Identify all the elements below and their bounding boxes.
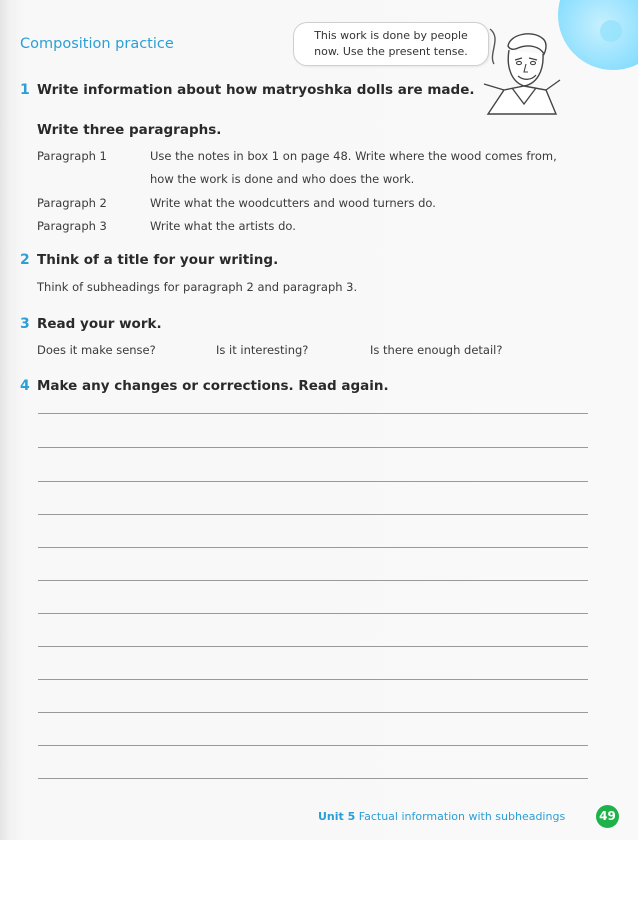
writing-line xyxy=(38,778,588,779)
section-title: Composition practice xyxy=(20,36,174,52)
task-3-number: 3 xyxy=(20,316,30,332)
paragraph-1-text-line-1: Use the notes in box 1 on page 48. Write where the wood comes from, xyxy=(150,149,557,163)
task-3-question-2: Is it interesting? xyxy=(216,343,309,357)
footer-unit-title: Factual information with subheadings xyxy=(358,810,566,823)
task-1-subheading: Write three paragraphs. xyxy=(37,122,222,138)
task-2-heading: Think of a title for your writing. xyxy=(37,252,279,268)
writing-line xyxy=(38,646,588,647)
writing-line xyxy=(38,481,588,482)
task-3-question-1: Does it make sense? xyxy=(37,343,156,357)
paragraph-1-text-line-2: how the work is done and who does the work. xyxy=(150,172,415,186)
writing-line xyxy=(38,613,588,614)
writing-line xyxy=(38,514,588,515)
decorative-dot xyxy=(600,20,622,42)
writing-line xyxy=(38,712,588,713)
writing-line xyxy=(38,413,588,414)
paragraph-3-text: Write what the artists do. xyxy=(150,219,296,233)
paragraph-1-label: Paragraph 1 xyxy=(37,149,107,163)
paragraph-2-label: Paragraph 2 xyxy=(37,196,107,210)
writing-line xyxy=(38,547,588,548)
speech-bubble xyxy=(293,22,489,66)
task-1-heading: Write information about how matryoshka dolls are made. xyxy=(37,82,475,98)
writing-line xyxy=(38,679,588,680)
speech-bubble-line-2: now. Use the present tense. xyxy=(314,45,468,58)
task-2-number: 2 xyxy=(20,252,30,268)
speech-bubble-line-1: This work is done by people xyxy=(314,29,468,42)
writing-line xyxy=(38,580,588,581)
page-number-badge: 49 xyxy=(596,805,619,828)
paragraph-3-label: Paragraph 3 xyxy=(37,219,107,233)
footer-unit-number: Unit 5 xyxy=(318,810,356,823)
decorative-corner-shape xyxy=(558,0,638,70)
writing-line xyxy=(38,447,588,448)
cartoon-character-icon xyxy=(482,24,562,120)
task-4-number: 4 xyxy=(20,378,30,394)
writing-line xyxy=(38,745,588,746)
task-1-number: 1 xyxy=(20,82,30,98)
paragraph-2-text: Write what the woodcutters and wood turners do. xyxy=(150,196,436,210)
task-2-text: Think of subheadings for paragraph 2 and paragraph 3. xyxy=(37,280,358,294)
footer-unit-label xyxy=(318,810,565,823)
task-4-heading: Make any changes or corrections. Read again. xyxy=(37,378,389,394)
task-3-heading: Read your work. xyxy=(37,316,162,332)
task-3-question-3: Is there enough detail? xyxy=(370,343,503,357)
